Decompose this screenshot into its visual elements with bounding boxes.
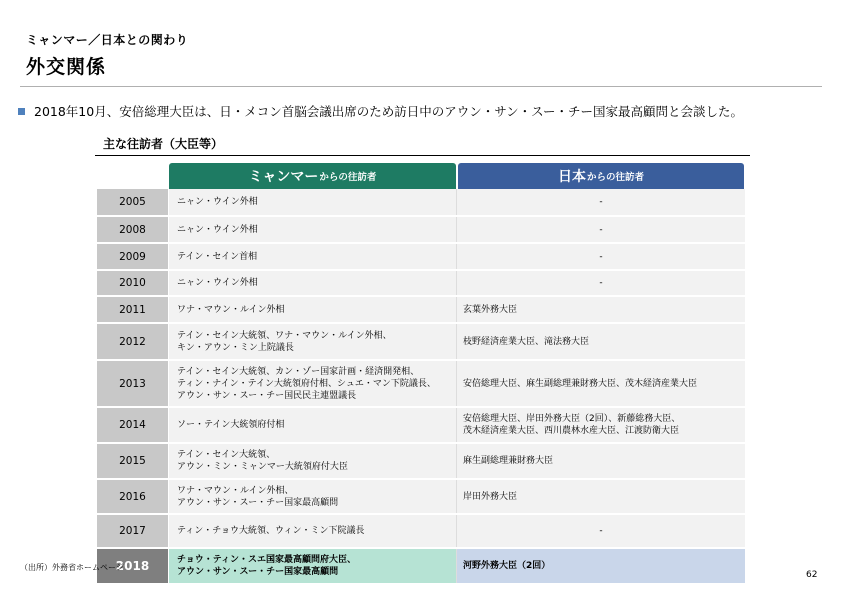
year-cell: 2015 — [97, 444, 169, 478]
header-myanmar-visitors — [169, 163, 456, 189]
japan-visitor-cell: 岸田外務大臣 — [457, 480, 745, 513]
section-subtitle: ミャンマー／日本との関わり — [26, 33, 189, 47]
header-japan-small: からの往訪者 — [586, 172, 644, 183]
japan-visitor-cell: - — [457, 244, 745, 269]
year-cell: 2012 — [97, 324, 169, 359]
japan-visitor-cell: 安倍総理大臣、岸田外務大臣（2回）、新藤総務大臣、 茂木経済産業大臣、西川農林水産大臣、江渡防衛大臣 — [457, 408, 745, 442]
table-row — [97, 271, 745, 297]
table-row — [97, 189, 745, 217]
year-cell: 2008 — [97, 217, 169, 242]
year-cell: 2011 — [97, 297, 169, 322]
table-row — [97, 297, 745, 324]
year-cell: 2017 — [97, 515, 169, 547]
table-row — [97, 444, 745, 480]
myanmar-visitor-cell: ワナ・マウン・ルイン外相 — [169, 297, 457, 322]
myanmar-visitor-cell: ニャン・ウイン外相 — [169, 271, 457, 295]
year-cell: 2014 — [97, 408, 169, 442]
japan-visitor-cell: - — [457, 515, 745, 547]
table-row — [97, 244, 745, 271]
year-cell: 2016 — [97, 480, 169, 513]
myanmar-visitor-cell: ソー・テイン大統領府付相 — [169, 408, 457, 442]
japan-visitor-cell: 河野外務大臣（2回） — [457, 549, 745, 583]
header-japan-big: 日本 — [557, 169, 586, 185]
japan-visitor-cell: - — [457, 271, 745, 295]
table-row-highlighted — [97, 549, 745, 585]
japan-visitor-cell: 玄葉外務大臣 — [457, 297, 745, 322]
myanmar-visitor-cell: テイン・セイン大統領、ワナ・マウン・ルイン外相、 キン・アウン・ミン上院議長 — [169, 324, 457, 359]
myanmar-visitor-cell: ニャン・ウイン外相 — [169, 189, 457, 215]
source-note: （出所）外務省ホームページ — [20, 563, 124, 572]
header-myanmar-big: ミャンマー — [248, 169, 319, 185]
year-cell: 2010 — [97, 271, 169, 295]
header-japan-visitors — [458, 163, 744, 189]
table-row — [97, 217, 745, 244]
header-myanmar-small: からの往訪者 — [319, 172, 377, 183]
year-cell: 2009 — [97, 244, 169, 269]
myanmar-visitor-cell: チョウ・ティン・スエ国家最高顧問府大臣、 アウン・サン・スー・チー国家最高顧問 — [169, 549, 457, 583]
summary-text: 2018年10月、安倍総理大臣は、日・メコン首脳会議出席のため訪日中のアウン・サン・スー・チー国家最高顧問と会談した。 — [34, 104, 743, 119]
caption-divider — [95, 155, 750, 156]
japan-visitor-cell: 麻生副総理兼財務大臣 — [457, 444, 745, 478]
visitors-table — [97, 189, 745, 585]
japan-visitor-cell: - — [457, 189, 745, 215]
title-divider — [20, 86, 822, 87]
table-row — [97, 480, 745, 515]
japan-visitor-cell: - — [457, 217, 745, 242]
page-title: 外交関係 — [26, 56, 107, 78]
myanmar-visitor-cell: ティン・チョウ大統領、ウィン・ミン下院議長 — [169, 515, 457, 547]
year-cell: 2018 — [97, 549, 169, 583]
table-row — [97, 408, 745, 444]
table-row — [97, 361, 745, 408]
myanmar-visitor-cell: ワナ・マウン・ルイン外相、 アウン・サン・スー・チー国家最高顧問 — [169, 480, 457, 513]
myanmar-visitor-cell: ニャン・ウイン外相 — [169, 217, 457, 242]
table-row — [97, 515, 745, 549]
year-cell: 2005 — [97, 189, 169, 215]
summary-bullet — [18, 102, 743, 120]
japan-visitor-cell: 安倍総理大臣、麻生副総理兼財務大臣、茂木経済産業大臣 — [457, 361, 745, 406]
square-bullet-icon — [18, 108, 25, 115]
year-cell: 2013 — [97, 361, 169, 406]
japan-visitor-cell: 枝野経済産業大臣、滝法務大臣 — [457, 324, 745, 359]
table-caption: 主な往訪者（大臣等） — [103, 137, 224, 151]
myanmar-visitor-cell: テイン・セイン大統領、 アウン・ミン・ミャンマー大統領府付大臣 — [169, 444, 457, 478]
myanmar-visitor-cell: テイン・セイン大統領、カン・ゾー国家計画・経済開発相、 ティン・ナイン・テイン大統領府付相、シュエ・マン下院議長、 アウン・サン・スー・チー国民民主連盟議長 — [169, 361, 457, 406]
page-number: 62 — [806, 570, 818, 580]
table-row — [97, 324, 745, 361]
myanmar-visitor-cell: テイン・セイン首相 — [169, 244, 457, 269]
